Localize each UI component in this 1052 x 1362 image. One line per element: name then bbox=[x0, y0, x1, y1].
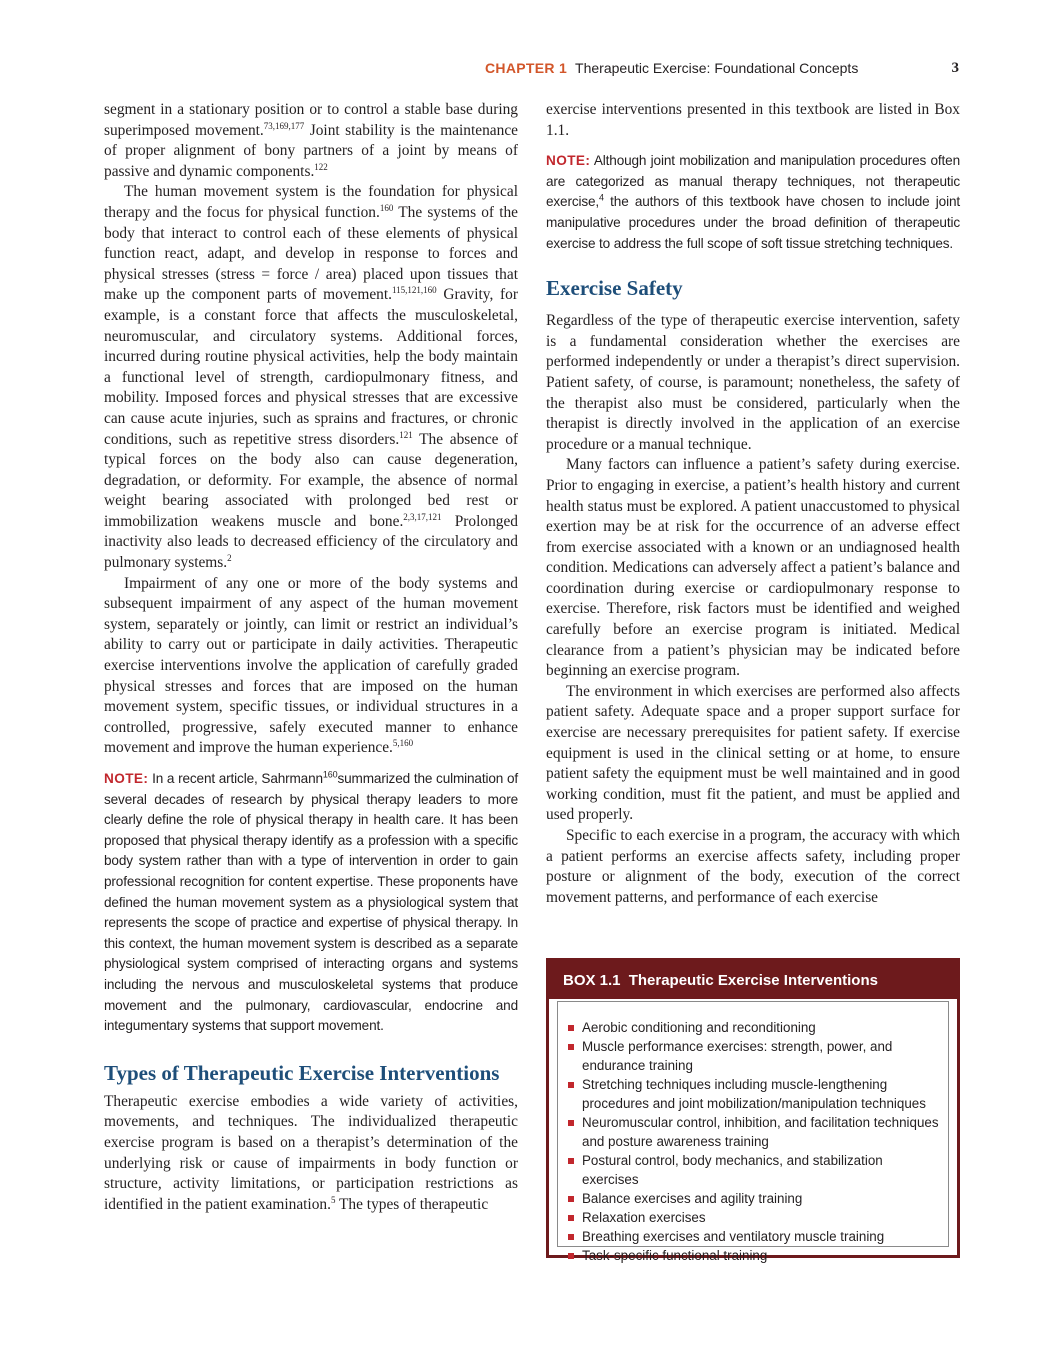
body-paragraph: Specific to each exercise in a program, the accuracy with which a patient performs an exercise affects safety, including proper posture or alignment of the body, execution of the correct movement patterns, and performance of each exercise bbox=[546, 827, 960, 906]
box-label: BOX 1.1 bbox=[563, 972, 621, 989]
list-item: Balance exercises and agility training bbox=[566, 1189, 942, 1208]
list-item: Neuromuscular control, inhibition, and facilitation techniques and posture awareness training bbox=[566, 1113, 942, 1151]
running-header bbox=[485, 60, 965, 82]
list-item: Aerobic conditioning and reconditioning bbox=[566, 1018, 942, 1037]
box-list bbox=[558, 1002, 948, 1265]
list-item: Relaxation exercises bbox=[566, 1208, 942, 1227]
page-number: 3 bbox=[951, 60, 959, 76]
body-paragraph: segment in a stationary position or to control a stable base during superimposed movement.$^{73,169,177}$ Joint stability is the maintenance of proper alignment of bony partners of a joint by means of passive and dynamic components.$^{122}$ bbox=[104, 101, 518, 180]
body-paragraph: exercise interventions presented in this textbook are listed in Box 1.1. bbox=[546, 101, 960, 139]
note-label: NOTE: bbox=[546, 153, 591, 169]
body-paragraph: The environment in which exercises are performed also affects patient safety. Adequate space and a proper support surface for exercise are necessary prerequisites for patient safety. If exercise equipment is used in the clinical setting or at home, to ensure patient safety the equipment must be well maintained and in good working condition, must fit the patient, and must be applied and used properly. bbox=[546, 682, 960, 824]
list-item: Stretching techniques including muscle-lengthening procedures and joint mobilization/manipulation techniques bbox=[566, 1075, 942, 1113]
left-column bbox=[104, 100, 518, 1215]
box-1-1 bbox=[546, 958, 960, 1263]
body-paragraph: Impairment of any one or more of the body systems and subsequent impairment of any aspect of the human movement system, separately or jointly, can limit or restrict an individual’s ability to carry out or participate in daily activities. Therapeutic exercise interventions involve the application of carefully graded physical stresses and forces that are imposed on the human movement system, specific tissues, or individual structures in a controlled, progressive, safely executed manner to enhance movement and improve the human experience.$^{5,160}$ bbox=[104, 574, 518, 757]
chapter-label: CHAPTER 1 bbox=[485, 60, 568, 76]
body-paragraph: Regardless of the type of therapeutic exercise intervention, safety is a fundamental consideration whether the exercises are performed independently or under a therapist’s direct supervision. Patient safety, of course, is paramount; nonetheless, the safety of the therapist also must be considered, particularly when the therapist is directly involved in the application of an exercise procedure or a manual technique. bbox=[546, 312, 960, 453]
right-column bbox=[546, 100, 960, 908]
box-content bbox=[557, 1001, 949, 1263]
body-paragraph: Therapeutic exercise embodies a wide variety of activities, movements, and techniques. The individualized therapeutic exercise program is based on a therapist’s determination of the underlying risk or cause of impairments in body function or structure, activity limitations, or participation restrictions as identified in the patient examination.$^5$ The types of therapeutic bbox=[104, 1092, 518, 1213]
body-paragraph: Many factors can influence a patient’s safety during exercise. Prior to engaging in exercise, a patient’s health history and current health status must be explored. A patient unaccustomed to physical exertion may be at risk for the occurrence of an adverse effect from exercise associated with a known or an undiagnosed health condition. Medications can adversely affect a patient’s balance and coordination during exercise or cardiopulmonary response to exercise. Therefore, risk factors must be identified and weighed carefully before an exercise program is initiated. Medical clearance from a patient’s physician may be indicated before beginning an exercise program. bbox=[546, 456, 960, 680]
list-item: Postural control, body mechanics, and stabilization exercises bbox=[566, 1151, 942, 1189]
box-header bbox=[549, 961, 957, 999]
list-item: Task-specific functional training bbox=[566, 1246, 942, 1265]
list-item: Breathing exercises and ventilatory muscle training bbox=[566, 1227, 942, 1246]
section-heading: Types of Therapeutic Exercise Interventions bbox=[104, 1060, 500, 1085]
list-item: Muscle performance exercises: strength, power, and endurance training bbox=[566, 1037, 942, 1075]
section-heading: Exercise Safety bbox=[546, 276, 683, 301]
body-paragraph: The human movement system is the foundation for physical therapy and the focus for physical function.$^{160}$ The systems of the body that interact to control each of these elements of physical function react, adapt, and develop in response to forces and physical stresses (stress = force / area) placed upon tissues that make up the component parts of movement.$^{115,121,160}$ Gravity, for example, is a constant force that affects the musculoskeletal, neuromuscular, and circulatory systems. Additional forces, incurred during routine physical activities, help the body maintain a functional level of strength, cardiopulmonary fitness, and mobility. Imposed forces and physical stresses that are excessive can cause acute injuries, such as sprains and fractures, or chronic conditions, such as repetitive stress disorders.$^{121}$ The absence of typical forces on the body also can cause degeneration, degradation, or deformity. For example, the absence of normal weight bearing associated with prolonged bed rest or immobilization weakens muscle and bone.$^{2,3,17,121}$ Prolonged inactivity also leads to decreased efficiency of the circulatory and pulmonary systems.$^2$ bbox=[104, 183, 519, 572]
chapter-title: Therapeutic Exercise: Foundational Concepts bbox=[575, 60, 859, 76]
box-title: Therapeutic Exercise Interventions bbox=[628, 972, 878, 989]
note-label: NOTE: bbox=[104, 771, 149, 786]
note-paragraph: NOTE: Although joint mobilization and manipulation procedures often are categorized as manual therapy techniques, not therapeutic exercise,$^4$ the authors of this textbook have chosen to include joint manipulative procedures under the broad definition of therapeutic exercise to address the full scope of soft tissue stretching techniques. bbox=[546, 153, 960, 251]
note-paragraph: NOTE: In a recent article, Sahrmann$^{160}$summarized the culmination of several decades of research by physical therapy leaders to more clearly define the role of physical therapy in health care. It has been proposed that physical therapy identify as a profession with a specific body system rather than with a type of intervention in order to gain professional recognition for content expertise. These proponents have defined the human movement system as a physiological system that represents the scope of practice and expertise of physical therapy. In this context, the human movement system is described as a separate physiological system comprised of interacting organs and systems including the nervous and musculoskeletal systems that produce movement and the pulmonary, cardiovascular, endocrine and integumentary systems that support movement. bbox=[104, 769, 518, 1034]
